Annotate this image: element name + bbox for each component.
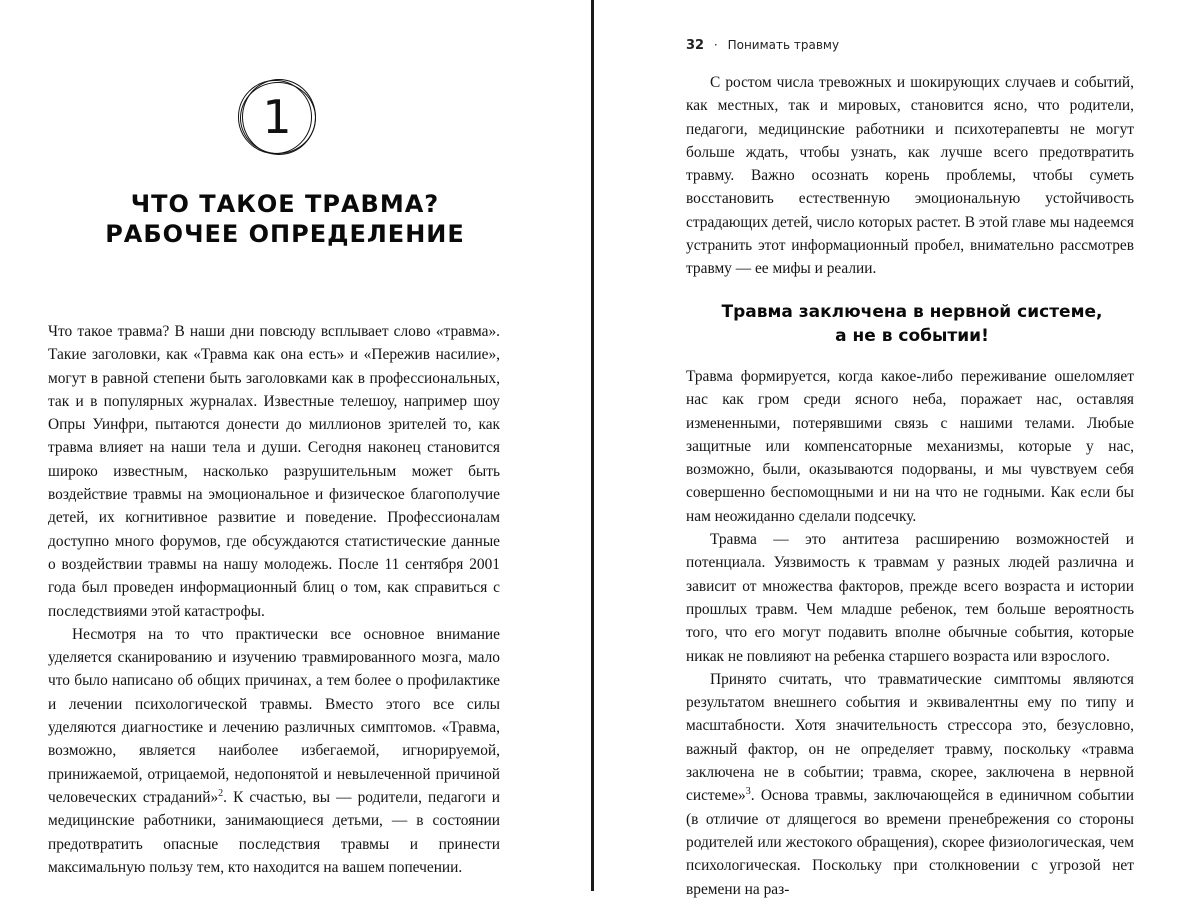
right-page — [594, 0, 1184, 898]
paragraph — [686, 668, 1134, 901]
paragraph: Травма формируется, когда какое-либо переживание ошеломляет нас как гром среди ясного неба, поражает нас, оставляя измененными, потерявшими связь с нашими телами. Любые защитные или компенсаторные механизмы, которые у нас, возможно, были, оказываются подорваны, и мы чувствуем себя совершенно беспомощными и ни на что не годными. Как если бы нам неожиданно сделали подсечку. — [686, 368, 1134, 525]
paragraph-text: Принято считать, что травматические симптомы являются результатом внешнего события и эквивалентны ему по типу и масштабности. Хотя значительность стрессора это, безусловно, важный фактор, он не определяет травму, поскольку «травма заключена не в событии; травма, скорее, заключена в нервной системе» — [686, 670, 1134, 805]
section-heading-line-2: а не в событии! — [835, 326, 989, 346]
chapter-number-emblem — [236, 78, 318, 156]
paragraph-text: . Основа травмы, заключающейся в единичном событии (в отличие от длящегося во времени пренебрежения со стороны родителей или жестокого обращения), скорее физиологическая, чем психологическая. Поскольку при столкновении с угрозой нет времени на раз- — [686, 787, 1134, 898]
paragraph: Травма — это антитеза расширению возможностей и потенциала. Уязвимость к травмам у разных людей различна и зависит от множества факторов, прежде всего возраста и истории прошлых травм. Чем младше ребенок, тем больше вероятность того, что его могут подавить вполне обычные события, которые никак не повлияют на ребенка старшего возраста или взрослого. — [686, 531, 1134, 665]
chapter-title-line-2: РАБОЧЕЕ ОПРЕДЕЛЕНИЕ — [105, 220, 465, 248]
paragraph-text: Несмотря на то что практически все основное внимание уделяется сканированию и изучению травмированного мозга, мало что было написано об общих причинах, а тем более о профилактике и лечении психологической травмы. Вместо этого все силы уделяются диагностике и лечению различных симптомов. «Травма, возможно, является наиболее избегаемой, игнорируемой, принижаемой, отрицаемой, недопонятой и невылеченной причиной человеческих страданий» — [48, 625, 500, 806]
footnote-ref: 2 — [218, 787, 224, 799]
running-head — [686, 38, 839, 53]
left-body-text — [48, 320, 500, 879]
right-intro-text — [686, 71, 1134, 281]
left-page — [0, 0, 591, 891]
paragraph: С ростом числа тревожных и шокирующих случаев и событий, как местных, так и мировых, становится ясно, что родители, педагоги, медицинские работники и психотерапевты не могут больше ждать, чтобы узнать, как лучше всего предотвратить травму. Важно осознать корень проблемы, чтобы суметь восстановить естественную эмоциональную устойчивость страдающих детей, число которых растет. В этой главе мы надеемся устранить этот информационный пробел, внимательно рассмотрев травму — ее мифы и реалии. — [686, 74, 1134, 278]
chapter-number: 1 — [262, 90, 292, 144]
running-title: Понимать травму — [727, 38, 840, 52]
paragraph: Что такое травма? В наши дни повсюду всплывает слово «травма». Такие заголовки, как «Травма как она есть» и «Пережив насилие», могут в равной степени быть заголовками как в профессиональных, так и в популярных журналах. Известные телешоу, например шоу Опры Уинфри, пытаются донести до миллионов зрителей то, как травма влияет на наши тела и души. Сегодня наконец становится широко известным, насколько разрушительным может быть воздействие травмы на эмоциональное и физическое благополучие детей, их когнитивное развитие и поведение. Профессионалам доступно много форумов, где обсуждаются статистические данные о воздействии травмы на нашу молодежь. После 11 сентября 2001 года был проведен информационный блиц о том, как справиться с последствиями этой катастрофы. — [48, 323, 500, 620]
running-head-separator: · — [713, 38, 718, 52]
right-body-text — [686, 365, 1134, 901]
chapter-title-line-1: ЧТО ТАКОЕ ТРАВМА? — [130, 190, 440, 218]
paragraph — [48, 623, 500, 879]
footnote-ref: 3 — [745, 786, 751, 798]
section-heading-line-1: Травма заключена в нервной системе, — [721, 302, 1103, 322]
paragraph-text: . К счастью, вы — родители, педагоги и медицинские работники, занимающиеся детьми, — в состоянии предотвратить опасные последствия травмы и принести максимальную пользу тем, кто находится на вашем попечении. — [48, 788, 500, 876]
page-number: 32 — [686, 38, 705, 53]
